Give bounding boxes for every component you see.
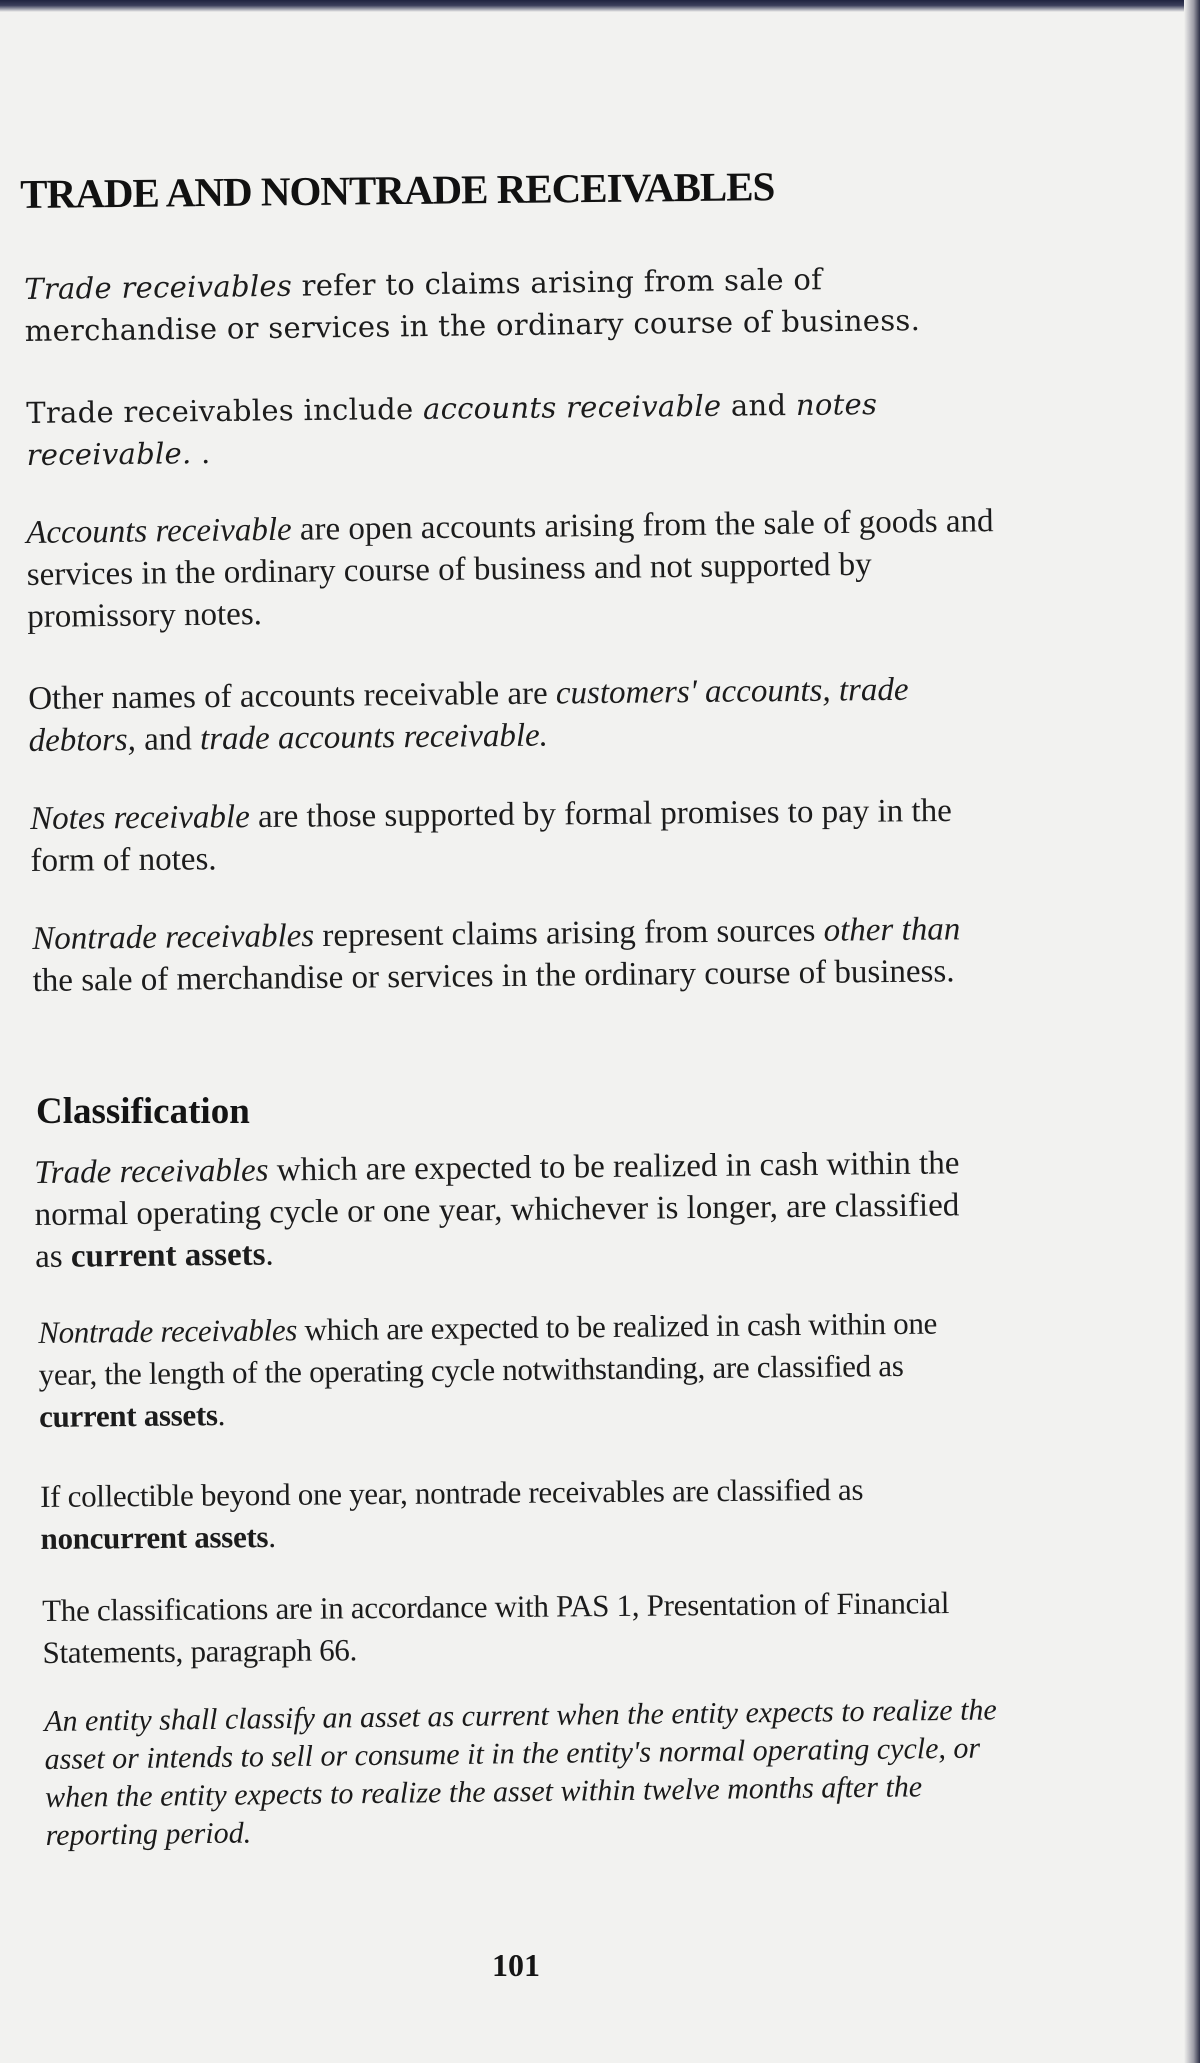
paragraph-pas1-reference: The classifications are in accordance with PAS 1, Presentation of Financial Statements, paragraph 66. [42, 1585, 950, 1670]
term-nontrade-receivables: Nontrade receivables [32, 918, 315, 957]
term-notes-receivable: notes receivable. [26, 387, 878, 472]
paragraph-text: the sale of merchandise or services in the ordinary course of business. [32, 953, 955, 999]
paragraph-trade-receivables-include [26, 382, 1007, 476]
paragraph-notes-receivable-definition [30, 790, 1001, 882]
term-customers-accounts: customers' accounts, trade debtors, [28, 671, 909, 759]
section-heading-classification: Classification [36, 1091, 250, 1132]
stray-mark: . [191, 436, 211, 471]
paragraph-noncurrent-classification [40, 1468, 1003, 1560]
paragraph-text: are those supported by formal promises to pay in the form of notes. [30, 792, 952, 879]
term-other-than: other than [823, 911, 961, 949]
paragraph-text: and [721, 387, 797, 423]
paragraph-text: which are expected to be realized in cash within the normal operating cycle or one year, whichever is longer, are classified as [34, 1145, 960, 1275]
term-notes-receivable: Notes receivable [30, 799, 250, 837]
term-trade-accounts-receivable: trade accounts receivable. [199, 717, 549, 758]
term-nontrade-receivables: Nontrade receivables [38, 1312, 298, 1350]
paragraph-text: . [217, 1397, 226, 1433]
term-trade-receivables: Trade receivables [24, 268, 293, 306]
paragraph-text: represent claims arising from sources [313, 912, 824, 955]
term-trade-receivables: Trade receivables [34, 1152, 269, 1191]
paragraph-text: . [268, 1518, 276, 1555]
paragraph-trade-receivables-definition [24, 256, 1005, 352]
paragraph-trade-classification [34, 1142, 995, 1278]
page-number: 101 [492, 1947, 540, 1983]
paragraph-text: and [135, 721, 201, 758]
paragraph-nontrade-classification [38, 1302, 1001, 1438]
pas1-quotation: An entity shall classify an asset as current when the entity expects to realize the asset or intends to sell or consume it in the entity's normal operating cycle, or when the entity expects to realize the asset within twelve months after the reporting period. [44, 1693, 997, 1852]
paragraph-nontrade-receivables-definition [32, 908, 1003, 1002]
paragraph-text: are open accounts arising from the sale of goods and services in the ordinary course of business and not supported by promissory notes. [26, 503, 994, 635]
term-accounts-receivable: Accounts receivable [26, 511, 292, 551]
paragraph-text: refer to claims arising from sale of merchandise or services in the ordinary course of business. [24, 262, 921, 348]
bold-noncurrent-assets: noncurrent assets [40, 1519, 269, 1556]
bold-current-assets: current assets [38, 1397, 218, 1434]
term-accounts-receivable: accounts receivable [422, 388, 722, 426]
paragraph-text: Other names of accounts receivable are [28, 675, 557, 717]
paragraph-text: . [265, 1236, 274, 1273]
paragraph-text: If collectible beyond one year, nontrade receivables are classified as [40, 1471, 864, 1514]
paragraph-other-names [28, 668, 1004, 762]
paragraph-text: which are expected to be realized in cash within one year, the length of the operating cycle notwithstanding, are classified as [38, 1305, 938, 1392]
bold-current-assets: current assets [70, 1236, 266, 1275]
paragraph-text: Trade receivables include [26, 391, 424, 430]
page-title: TRADE AND NONTRADE RECEIVABLES [20, 163, 775, 217]
paragraph-accounts-receivable-definition [26, 500, 1002, 638]
